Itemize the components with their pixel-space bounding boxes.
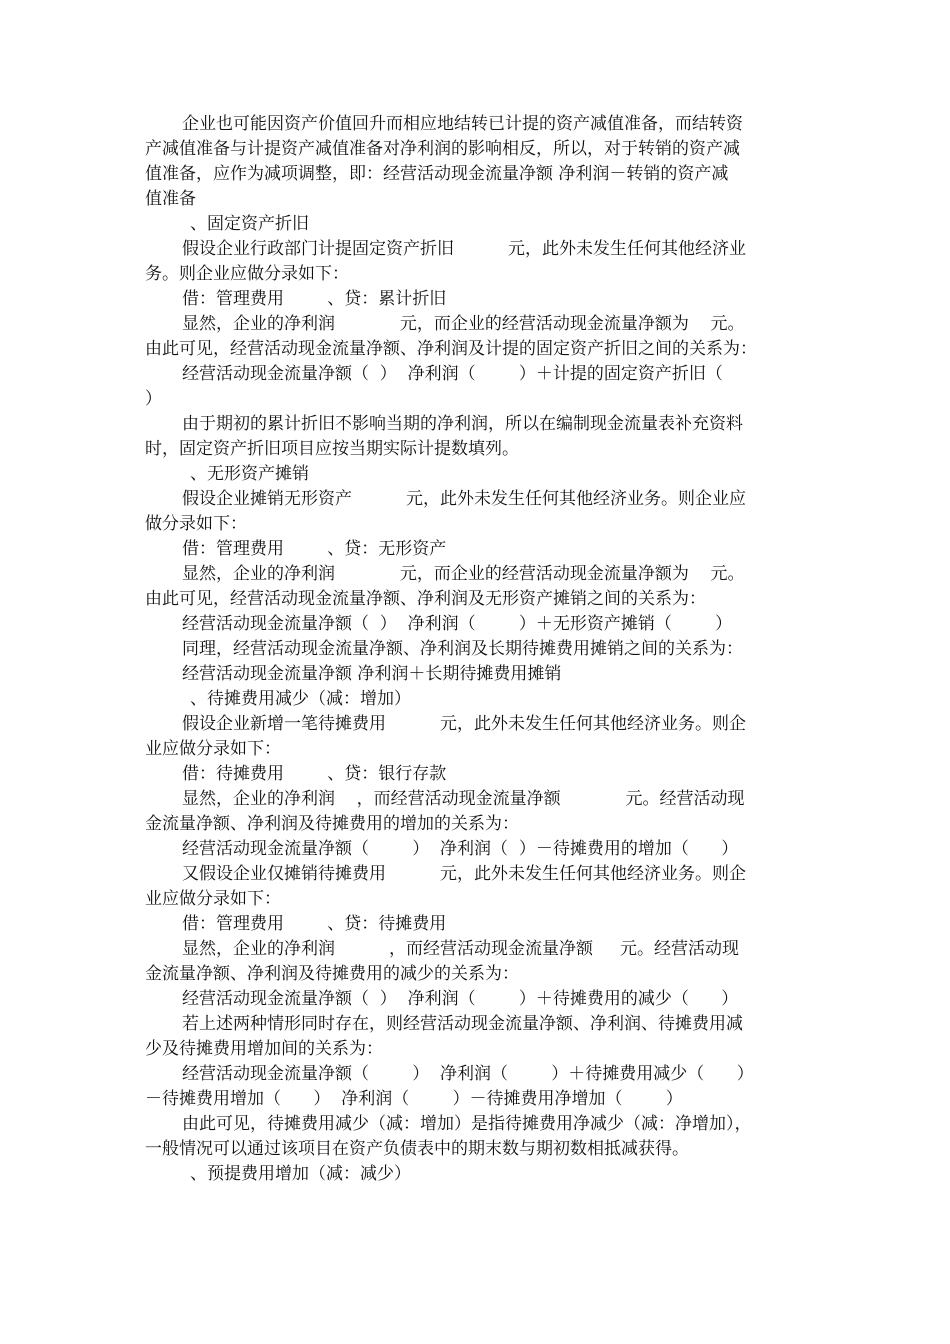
paragraph-line: 金流量净额、净利润及待摊费用的减少的关系为： xyxy=(145,964,519,984)
paragraph-line: 显然，企业的净利润 ，而经营活动现金流量净额 元。经营活动现 xyxy=(182,939,740,959)
paragraph-line: 做分录如下： xyxy=(145,514,247,534)
formula-line: －待摊费用增加（ ） 净利润（ ）－待摊费用净增加（ ） xyxy=(145,1089,683,1109)
formula-line: 经营活动现金流量净额（ ） 净利润（ ）－待摊费用的增加（ ） xyxy=(182,839,739,859)
paragraph-line: 由此可见，经营活动现金流量净额、净利润及无形资产摊销之间的关系为： xyxy=(145,589,706,609)
paragraph-line: 业应做分录如下： xyxy=(145,889,281,909)
journal-entry: 借：管理费用 、贷：累计折旧 xyxy=(182,289,447,309)
section-heading: 、无形资产摊销 xyxy=(190,464,309,484)
paragraph-line: 金流量净额、净利润及待摊费用的增加的关系为： xyxy=(145,814,519,834)
paragraph-line: 若上述两种情形同时存在，则经营活动现金流量净额、净利润、待摊费用减 xyxy=(182,1014,743,1034)
paragraph-line: 显然，企业的净利润 元，而企业的经营活动现金流量净额为 元。 xyxy=(182,314,745,334)
paragraph-line: 时，固定资产折旧项目应按当期实际计提数填列。 xyxy=(145,439,519,459)
paragraph-line: 少及待摊费用增加间的关系为： xyxy=(145,1039,383,1059)
paragraph-line: 假设企业行政部门计提固定资产折旧 元，此外未发生任何其他经济业 xyxy=(182,239,747,259)
paragraph-line: 一般情况可以通过该项目在资产负债表中的期末数与期初数相抵减获得。 xyxy=(145,1139,689,1159)
paragraph-line: 由于期初的累计折旧不影响当期的净利润，所以在编制现金流量表补充资料 xyxy=(182,414,743,434)
section-heading: 、固定资产折旧 xyxy=(190,214,309,234)
paragraph-line: 企业也可能因资产价值回升而相应地结转已计提的资产减值准备，而结转资 xyxy=(182,114,743,134)
formula-line: 经营活动现金流量净额（ ） 净利润（ ）＋无形资产摊销（ ） xyxy=(182,614,733,634)
section-heading: 、待摊费用减少（减：增加） xyxy=(190,689,411,709)
paragraph-line: 业应做分录如下： xyxy=(145,739,281,759)
paragraph-line: 假设企业摊销无形资产 元，此外未发生任何其他经济业务。则企业应 xyxy=(182,489,747,509)
paragraph-line: 务。则企业应做分录如下： xyxy=(145,264,349,284)
section-heading: 、预提费用增加（减：减少） xyxy=(190,1164,411,1184)
formula-line: 经营活动现金流量净额（ ） 净利润（ ）＋待摊费用减少（ ） xyxy=(182,1064,754,1084)
paragraph-line: 假设企业新增一笔待摊费用 元，此外未发生任何其他经济业务。则企 xyxy=(182,714,747,734)
paragraph-line: 值准备 xyxy=(145,189,196,209)
formula-line: 经营活动现金流量净额 净利润＋长期待摊费用摊销 xyxy=(182,664,562,684)
formula-line: 经营活动现金流量净额（ ） 净利润（ ）＋待摊费用的减少（ ） xyxy=(182,989,739,1009)
paragraph-line: 显然，企业的净利润 元，而企业的经营活动现金流量净额为 元。 xyxy=(182,564,745,584)
formula-line: 经营活动现金流量净额（ ） 净利润（ ）＋计提的固定资产折旧（ xyxy=(182,364,723,384)
paragraph-line: 由此可见，待摊费用减少（减：增加）是指待摊费用净减少（减：净增加）， xyxy=(182,1114,752,1134)
paragraph-line: 同理，经营活动现金流量净额、净利润及长期待摊费用摊销之间的关系为： xyxy=(182,639,743,659)
paragraph-line: 值准备，应作为减项调整，即：经营活动现金流量净额 净利润－转销的资产减 xyxy=(145,164,729,184)
journal-entry: 借：待摊费用 、贷：银行存款 xyxy=(182,764,447,784)
paragraph-line: 显然，企业的净利润 ，而经营活动现金流量净额 元。经营活动现 xyxy=(182,789,745,809)
paragraph-line: 由此可见，经营活动现金流量净额、净利润及计提的固定资产折旧之间的关系为： xyxy=(145,339,757,359)
journal-entry: 借：管理费用 、贷：待摊费用 xyxy=(182,914,447,934)
paragraph-line: 又假设企业仅摊销待摊费用 元，此外未发生任何其他经济业务。则企 xyxy=(182,864,747,884)
formula-line: ） xyxy=(145,389,162,409)
paragraph-line: 产减值准备与计提资产减值准备对净利润的影响相反，所以，对于转销的资产减 xyxy=(145,139,740,159)
journal-entry: 借：管理费用 、贷：无形资产 xyxy=(182,539,447,559)
